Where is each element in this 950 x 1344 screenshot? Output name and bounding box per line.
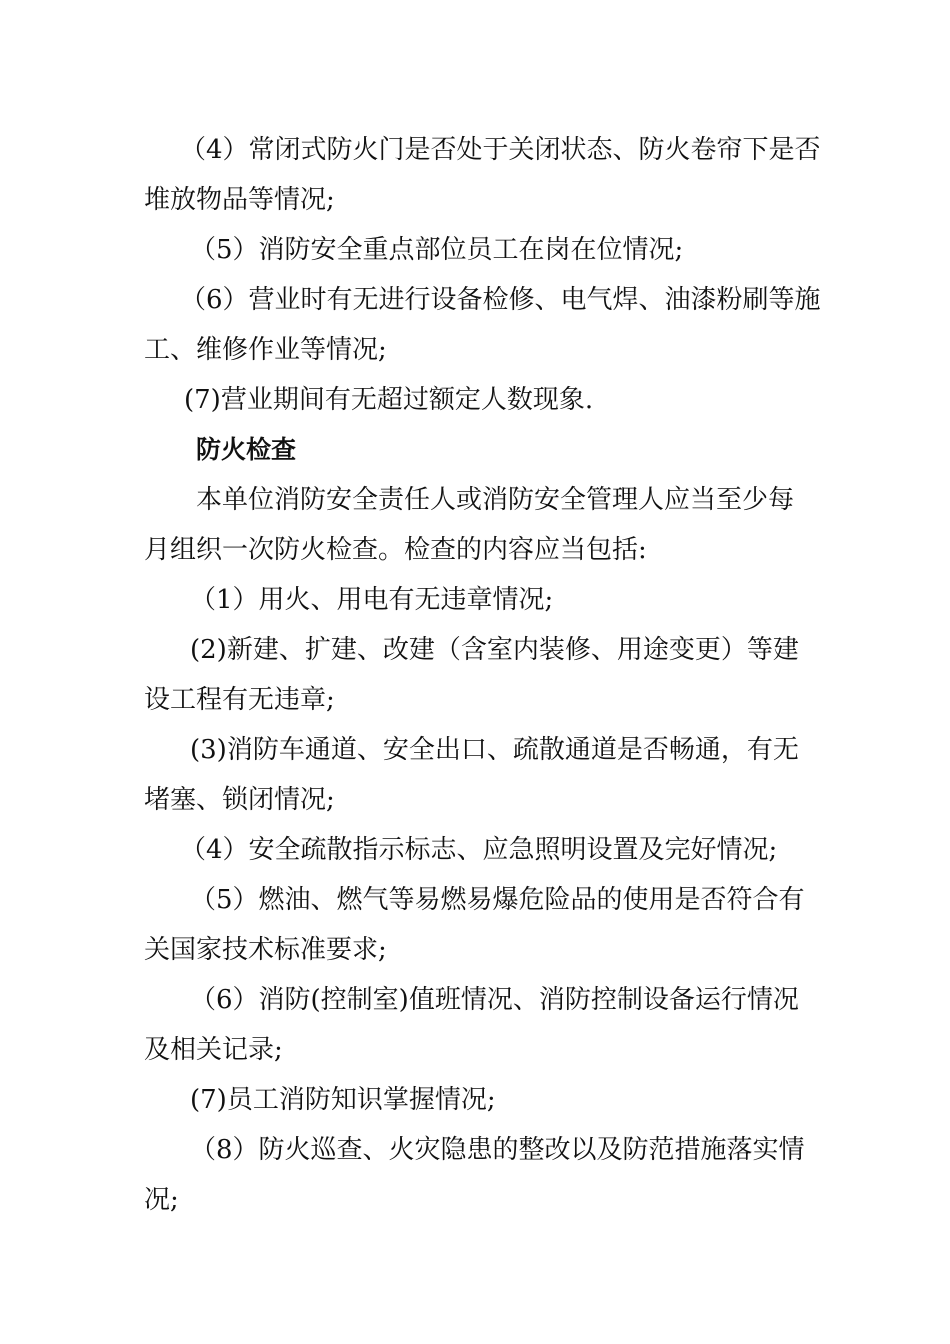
- paragraph-line-19: 及相关记录;: [144, 1035, 283, 1065]
- paragraph-line-17: 关国家技术标准要求;: [144, 935, 387, 965]
- paragraph-line-2: 堆放物品等情况;: [144, 185, 335, 215]
- paragraph-line-13: (3)消防车通道、安全出口、疏散通道是否畅通，有无: [190, 735, 799, 765]
- paragraph-line-15: （4）安全疏散指示标志、应急照明设置及完好情况;: [180, 835, 778, 865]
- paragraph-line-18: （6）消防(控制室)值班情况、消防控制设备运行情况: [190, 985, 799, 1015]
- paragraph-line-3: （5）消防安全重点部位员工在岗在位情况;: [190, 235, 684, 265]
- paragraph-line-9: 月组织一次防火检查。检查的内容应当包括:: [144, 535, 647, 565]
- paragraph-line-16: （5）燃油、燃气等易燃易爆危险品的使用是否符合有: [190, 885, 805, 915]
- paragraph-line-8: 本单位消防安全责任人或消防安全管理人应当至少每: [196, 485, 795, 515]
- paragraph-line-22: 况;: [144, 1185, 179, 1215]
- paragraph-line-11: (2)新建、扩建、改建（含室内装修、用途变更）等建: [190, 635, 799, 665]
- paragraph-line-6: (7)营业期间有无超过额定人数现象.: [184, 385, 594, 415]
- paragraph-line-14: 堵塞、锁闭情况;: [144, 785, 335, 815]
- paragraph-line-1: （4）常闭式防火门是否处于关闭状态、防火卷帘下是否: [180, 135, 821, 165]
- section-heading: 防火检查: [196, 435, 297, 464]
- paragraph-line-5: 工、维修作业等情况;: [144, 335, 387, 365]
- paragraph-line-10: （1）用火、用电有无违章情况;: [190, 585, 554, 615]
- paragraph-line-12: 设工程有无违章;: [144, 685, 335, 715]
- paragraph-line-4: （6）营业时有无进行设备检修、电气焊、油漆粉刷等施: [180, 285, 821, 315]
- paragraph-line-20: (7)员工消防知识掌握情况;: [190, 1085, 496, 1115]
- paragraph-line-21: （8）防火巡查、火灾隐患的整改以及防范措施落实情: [190, 1135, 805, 1165]
